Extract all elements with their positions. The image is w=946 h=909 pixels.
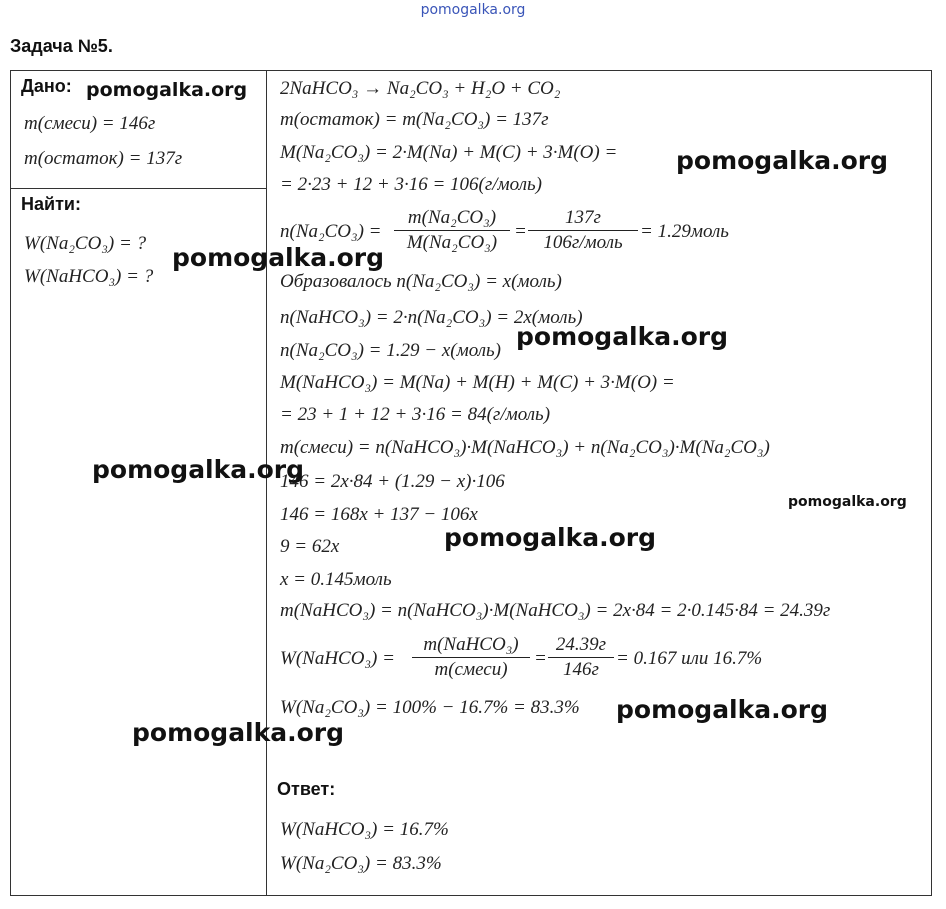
find-label: Найти: [21,194,81,214]
solution-line-6: Образовалось n(Na₂CO₃) = x(моль) [280,271,562,292]
watermark: pomogalka.org [616,695,829,724]
solution-line-7: n(NaHCO₃) = 2·n(Na₂CO₃) = 2x(моль) [280,307,583,328]
solution-line-9: M(NaHCO₃) = M(Na) + M(H) + M(C) + 3·M(O) = [280,372,675,393]
solution-line-5-rhs: = 1.29моль [640,221,729,242]
solution-line-5-lhs: n(Na₂CO₃) = [280,221,382,242]
watermark: pomogalka.org [172,243,385,272]
solution-line-15: x = 0.145моль [280,569,392,590]
table-divider-horizontal [10,188,267,189]
solution-line-3: M(Na₂CO₃) = 2·M(Na) + M(C) + 3·M(O) = [280,142,618,163]
given-line-2: m(остаток) = 137г [24,148,183,169]
fraction-numerator: m(NaHCO₃) [412,634,530,658]
watermark: pomogalka.org [92,455,305,484]
watermark: pomogalka.org [788,494,907,510]
fraction-denominator: M(Na₂CO₃) [406,232,498,253]
find-line-1: W(Na₂CO₃) = ? [24,233,147,254]
solution-line-8: n(Na₂CO₃) = 1.29 − x(моль) [280,340,501,361]
answer-label: Ответ: [277,779,336,799]
solution-line-4: = 2·23 + 12 + 3·16 = 106(г/моль) [280,174,542,195]
fraction-numeric-ratio [548,634,614,681]
solution-line-2: m(остаток) = m(Na₂CO₃) = 137г [280,109,549,130]
solution-line-16: m(NaHCO₃) = n(NaHCO₃)·M(NaHCO₃) = 2x·84 = 2·0.145·84 = 24.39г [280,600,831,621]
watermark: pomogalka.org [676,146,889,175]
solution-line-13: 146 = 168x + 137 − 106x [280,504,478,525]
solution-line-17-eq: = [534,648,547,669]
solution-line-18: W(Na₂CO₃) = 100% − 16.7% = 83.3% [280,697,580,718]
fraction-numeric [528,207,638,254]
answer-line-2: W(Na₂CO₃) = 83.3% [280,853,442,874]
solution-line-17-lhs: W(NaHCO₃) = [280,648,395,669]
given-line-1: m(смеси) = 146г [24,113,156,134]
solution-line-17-rhs: = 0.167 или 16.7% [616,648,763,669]
answer-line-1: W(NaHCO₃) = 16.7% [280,819,449,840]
fraction-mass-ratio [412,634,530,681]
solution-line-10: = 23 + 1 + 12 + 3·16 = 84(г/моль) [280,404,551,425]
find-line-2: W(NaHCO₃) = ? [24,266,154,287]
solution-line-1: 2NaHCO₃ → Na₂CO₃ + H₂O + CO₂ [280,78,561,99]
solution-line-5-eq: = [514,221,527,242]
fraction-numerator: m(Na₂CO₃) [394,207,510,231]
watermark: pomogalka.org [86,79,248,101]
fraction-numerator: 137г [528,207,638,231]
solution-line-12: 146 = 2x·84 + (1.29 − x)·106 [280,471,505,492]
watermark: pomogalka.org [132,718,345,747]
fraction-denominator: 146г [563,659,599,680]
solution-line-11: m(смеси) = n(NaHCO₃)·M(NaHCO₃) + n(Na₂CO₃)·M(Na₂CO₃) [280,437,770,458]
solution-line-14: 9 = 62x [280,536,340,557]
watermark: pomogalka.org [516,322,729,351]
fraction-denominator: 106г/моль [543,232,623,253]
fraction-mass-over-molar-mass [394,207,510,254]
fraction-numerator: 24.39г [548,634,614,658]
given-label: Дано: [21,76,72,96]
watermark: pomogalka.org [444,523,657,552]
task-title: Задача №5. [10,36,113,56]
fraction-denominator: m(смеси) [434,659,508,680]
site-url-header[interactable]: pomogalka.org [420,2,526,18]
